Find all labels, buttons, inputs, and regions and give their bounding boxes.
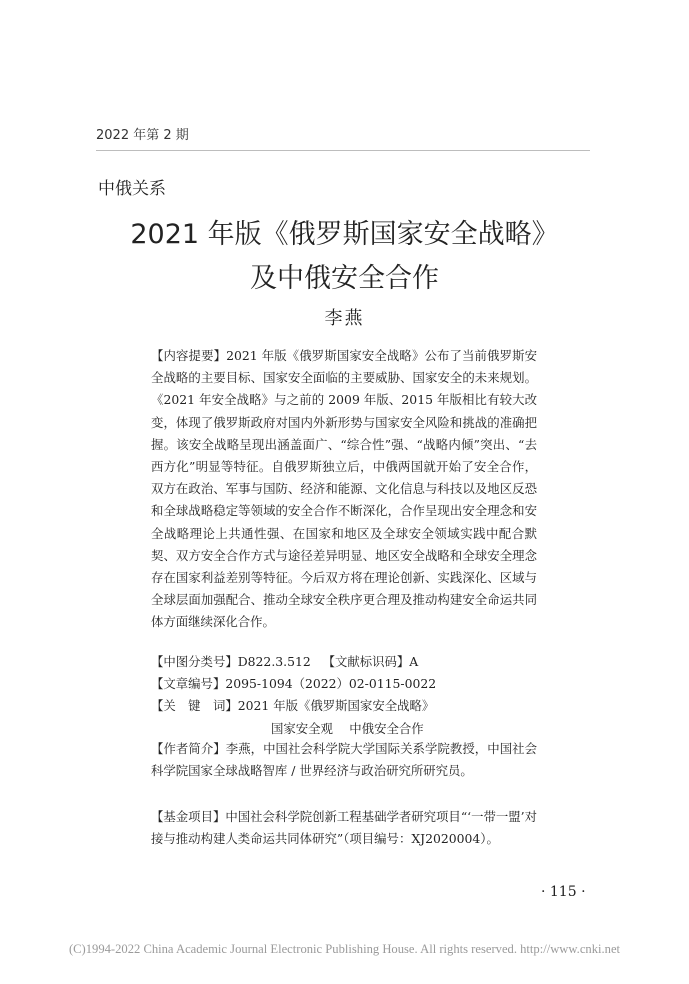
article-number-label: 【文章编号】 — [151, 676, 226, 692]
article-title-line-1: 2021 年版《俄罗斯国家安全战略》 — [130, 219, 559, 250]
author-bio-label: 【作者简介】 — [151, 741, 226, 756]
doc-code-label: 【文献标识码】 — [322, 654, 410, 669]
section-label: 中俄关系 — [98, 179, 166, 199]
keywords-line-1 — [151, 695, 537, 717]
article-number-value: 2095-1094（2022）02-0115-0022 — [225, 676, 437, 692]
clc-label: 【中图分类号】 — [151, 654, 238, 669]
keywords-label: 【关 键 词】 — [151, 698, 238, 714]
article-metadata — [151, 651, 537, 740]
keywords-line-2 — [151, 718, 537, 740]
doc-code-value: A — [409, 654, 419, 669]
author-bio-text: 李燕，中国社会科学院大学国际关系学院教授，中国社会科学院国家全球战略智库 / 世界经济与政治研究所研究员。 — [151, 741, 538, 779]
keywords-value-2: 国家安全观 中俄安全合作 — [271, 720, 424, 736]
article-author: 李燕 — [324, 308, 365, 329]
keywords-value-1: 2021 年版《俄罗斯国家安全战略》 — [237, 698, 435, 714]
funding-text: 中国社会科学院创新工程基础学者研究项目“‘一带一盟’对接与推动构建人类命运共同体研究”（项目编号：XJ2020004）。 — [151, 809, 537, 847]
page-number: · 115 · — [541, 884, 586, 900]
journal-issue: 2022 年第 2 期 — [96, 128, 189, 143]
author-bio — [151, 738, 537, 782]
article-number-line — [151, 673, 537, 695]
funding-label: 【基金项目】 — [151, 809, 226, 824]
copyright-footer: (C)1994-2022 China Academic Journal Electronic Publishing House. All rights reserved. http://www.cnki.net — [68, 942, 621, 956]
abstract — [151, 345, 537, 634]
header-divider — [96, 150, 590, 151]
clc-value: D822.3.512 — [237, 654, 311, 669]
article-title-line-2: 及中俄安全合作 — [250, 263, 439, 294]
abstract-text: 2021 年版《俄罗斯国家安全战略》公布了当前俄罗斯安全战略的主要目标、国家安全面临的主要威胁、国家安全的未来规划。《2021 年安全战略》与之前的 2009 年版、2015 年版相比有较大改变，体现了俄罗斯政府对国内外新形势与国家安全风险和挑战的准确把握。该安全战略呈现出涵盖面广、“综合性”强、“战略内倾”突出、“去西方化”明显等特征。自俄罗斯独立后，中俄两国就开始了安全合作，双方在政治、军事与国防、经济和能源、文化信息与科技以及地区反恐和全球战略稳定等领域的安全合作不断深化，合作呈现出安全理念和安全战略理论上共通性强、在国家和地区及全球安全领域实践中配合默契、双方安全合作方式与途径差异明显、地区安全战略和全球安全理念存在国家利益差别等特征。今后双方将在理论创新、实践深化、区域与全球层面加强配合、推动全球安全秩序更合理及推动构建安全命运共同体方面继续深化合作。 — [151, 348, 538, 630]
funding — [151, 806, 537, 850]
abstract-label: 【内容提要】 — [151, 348, 227, 363]
classification-line — [151, 651, 537, 673]
